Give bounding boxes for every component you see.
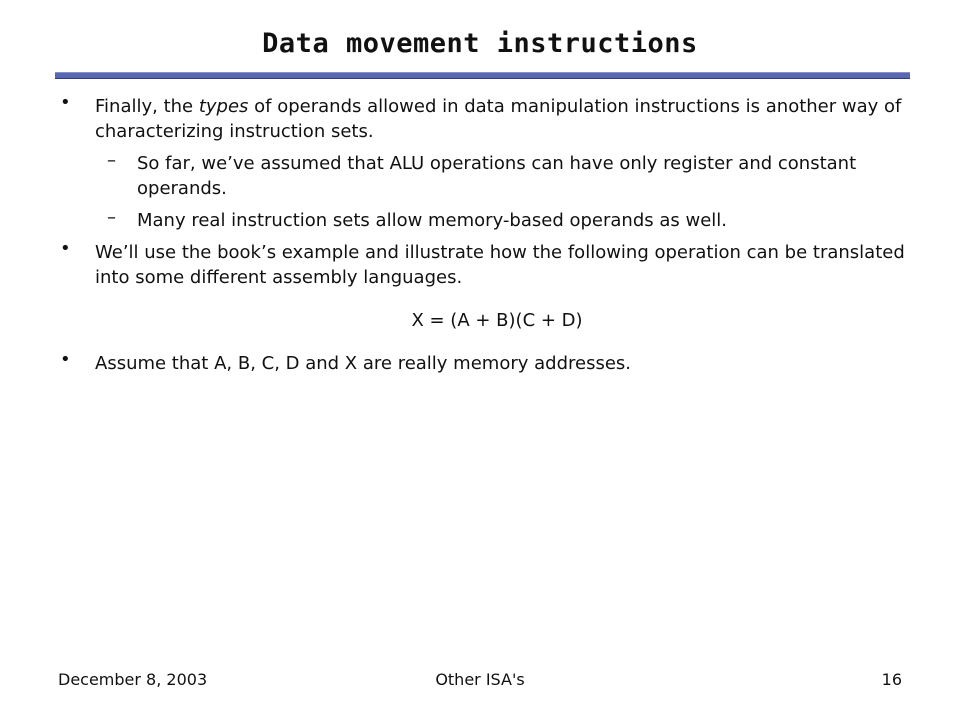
slide-title: Data movement instructions xyxy=(262,28,698,59)
bullet-text-start: Finally, the xyxy=(95,96,199,117)
slide-body xyxy=(58,94,918,383)
subbullet-item xyxy=(58,151,918,201)
bullet-text-end: of operands allowed in data manipulation instructions is another way of characterizing instruction sets. xyxy=(95,96,902,142)
dash-icon: – xyxy=(107,150,116,171)
subbullet-item xyxy=(58,208,918,233)
bullet-item xyxy=(58,240,918,290)
footer-topic: Other ISA's xyxy=(435,670,525,689)
footer-date: December 8, 2003 xyxy=(58,670,208,689)
bullet-text: Assume that A, B, C, D and X are really memory addresses. xyxy=(95,353,632,374)
bullet-icon: • xyxy=(60,349,71,370)
bullet-item xyxy=(58,94,918,144)
bullet-emphasis: types xyxy=(198,96,249,117)
bullet-text: We’ll use the book’s example and illustrate how the following operation can be translated into some different assembly languages. xyxy=(95,242,905,288)
bullet-icon: • xyxy=(60,238,71,259)
bullet-item xyxy=(58,351,918,376)
dash-icon: – xyxy=(107,207,116,228)
subbullet-text: So far, we’ve assumed that ALU operations can have only register and constant operands. xyxy=(137,153,857,199)
page-number: 16 xyxy=(881,670,902,689)
bullet-icon: • xyxy=(60,92,71,113)
equation: X = (A + B)(C + D) xyxy=(411,310,583,331)
title-divider xyxy=(55,72,910,79)
subbullet-text: Many real instruction sets allow memory-based operands as well. xyxy=(137,210,727,231)
